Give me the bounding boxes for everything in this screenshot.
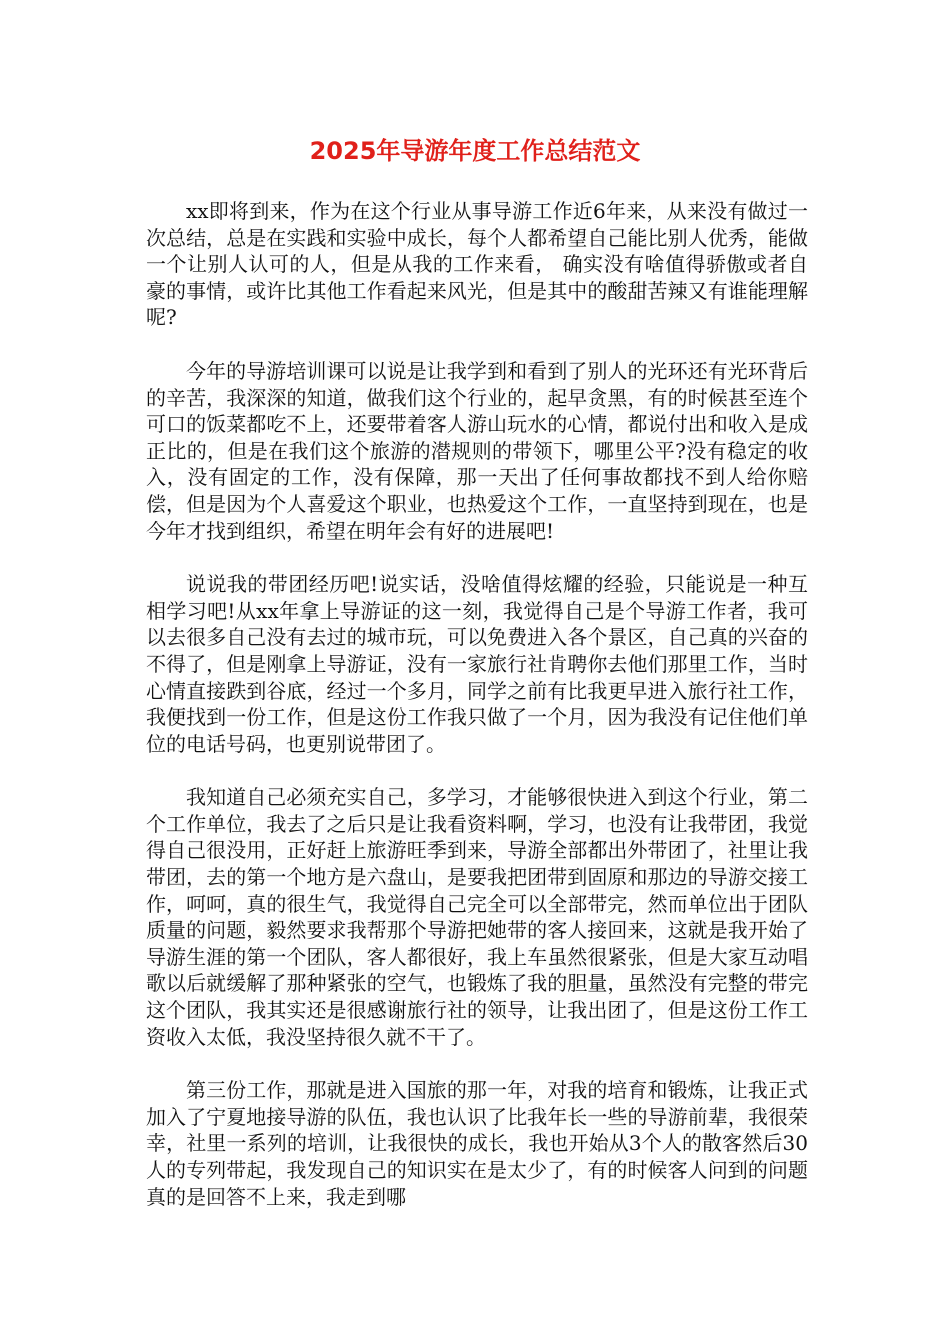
document-title: 2025年导游年度工作总结范文 (309, 137, 641, 165)
paragraph-4: 我知道自己必须充实自己，多学习，才能够很快进入到这个行业，第二个工作单位，我去了之后只是让我看资料啊，学习，也没有让我带团，我觉得自己很没用，正好赶上旅游旺季到来，导游全部都出外带团了，社里让我带团，去的第一个地方是六盘山，是要我把团带到固原和那边的导游交接工作，呵呵，真的很生气，我觉得自己完全可以全部带完，然而单位出于团队质量的问题，毅然要求我帮那个导游把她带的客人接回来，这就是我开始了导游生涯的第一个团队，客人都很好，我上车虽然很紧张，但是大家互动唱歌以后就缓解了那种紧张的空气，也锻炼了我的胆量，虽然没有完整的带完这个团队，我其实还是很感谢旅行社的领导，让我出团了，但是这份工作工资收入太低，我没坚持很久就不干了。 (146, 785, 808, 1049)
paragraph-5: 第三份工作，那就是进入国旅的那一年，对我的培育和锻炼，让我正式加入了宁夏地接导游的队伍，我也认识了比我年长一些的导游前辈，我很荣幸，社里一系列的培训，让我很快的成长，我也开始从3个人的散客然后30人的专列带起，我发现自己的知识实在是太少了，有的时候客人问到的问题真的是回答不上来，我走到哪 (146, 1078, 808, 1209)
document-body (146, 198, 808, 1237)
paragraph-2: 今年的导游培训课可以说是让我学到和看到了别人的光环还有光环背后的辛苦，我深深的知道，做我们这个行业的，起早贪黑，有的时候甚至连个可口的饭菜都吃不上，还要带着客人游山玩水的心情，都说付出和收入是成正比的，但是在我们这个旅游的潜规则的带领下，哪里公平?没有稳定的收入，没有固定的工作，没有保障，那一天出了任何事故都找不到人给你赔偿，但是因为个人喜爱这个职业，也热爱这个工作，一直坚持到现在，也是今年才找到组织，希望在明年会有好的进展吧! (146, 358, 808, 543)
paragraph-1: xx即将到来，作为在这个行业从事导游工作近6年来，从来没有做过一次总结，总是在实践和实验中成长，每个人都希望自己能比别人优秀，能做一个让别人认可的人，但是从我的工作来看， 确实没有啥值得骄傲或者自豪的事情，或许比其他工作看起来风光，但是其中的酸甜苦辣又有谁能理解呢? (146, 199, 808, 330)
paragraph-3: 说说我的带团经历吧!说实话，没啥值得炫耀的经验，只能说是一种互相学习吧!从xx年拿上导游证的这一刻，我觉得自己是个导游工作者，我可以去很多自己没有去过的城市玩，可以免费进入各个景区，自己真的兴奋的不得了，但是刚拿上导游证，没有一家旅行社肯聘你去他们那里工作，当时心情直接跌到谷底，经过一个多月，同学之前有比我更早进入旅行社工作，我便找到一份工作，但是这份工作我只做了一个月，因为我没有记住他们单位的电话号码，也更别说带团了。 (146, 572, 808, 756)
